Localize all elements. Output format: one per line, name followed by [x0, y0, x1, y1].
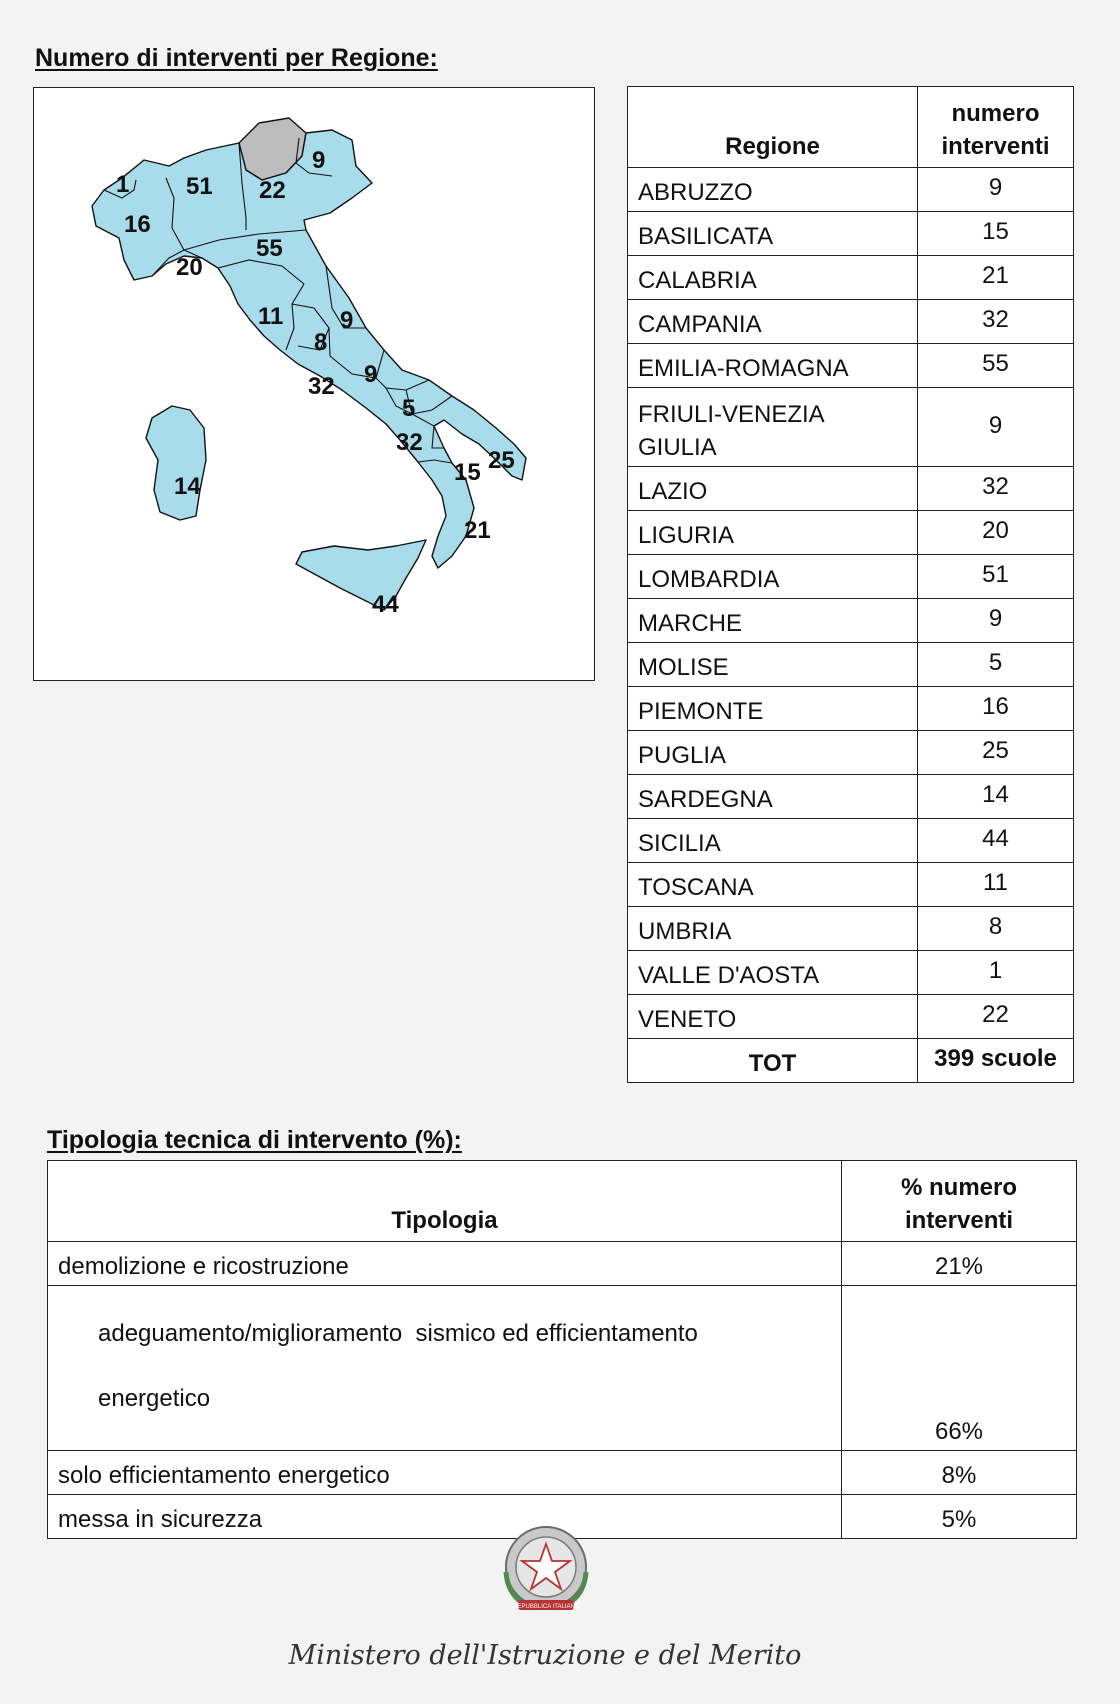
italy-map-svg: [34, 88, 594, 680]
table-row: [628, 731, 1074, 775]
region-value: 25: [918, 731, 1074, 775]
regions-section-title: Numero di interventi per Regione:: [35, 44, 438, 72]
type-value: 5%: [842, 1494, 1077, 1538]
region-value: 9: [918, 168, 1074, 212]
map-label-calabria: 21: [464, 517, 491, 544]
type-name: messa in sicurezza: [48, 1494, 842, 1538]
type-name: [48, 1286, 842, 1451]
type-value: 21%: [842, 1242, 1077, 1286]
map-label-abruzzo: 9: [364, 361, 378, 388]
region-value: 32: [918, 467, 1074, 511]
map-region-sicily: [296, 540, 426, 610]
region-name-line2: GIULIA: [638, 433, 717, 461]
region-name: PIEMONTE: [628, 687, 918, 731]
regions-table-header: [628, 87, 1074, 168]
type-value: 66%: [842, 1286, 1077, 1451]
region-value: 16: [918, 687, 1074, 731]
table-row: [628, 344, 1074, 388]
map-region-sardinia: [146, 406, 206, 520]
type-name: demolizione e ricostruzione: [48, 1242, 842, 1286]
table-row: [628, 256, 1074, 300]
type-value: 8%: [842, 1450, 1077, 1494]
region-value: 15: [918, 212, 1074, 256]
region-name: BASILICATA: [628, 212, 918, 256]
types-table: [47, 1160, 1077, 1539]
table-row: [628, 907, 1074, 951]
region-value: 1: [918, 951, 1074, 995]
table-row: [628, 687, 1074, 731]
region-value: 51: [918, 555, 1074, 599]
map-label-sardegna: 14: [174, 473, 201, 500]
regions-table: [627, 86, 1074, 1083]
region-value: 14: [918, 775, 1074, 819]
map-label-toscana: 11: [258, 303, 284, 330]
region-name: VALLE D'AOSTA: [628, 951, 918, 995]
region-value: 5: [918, 643, 1074, 687]
region-value: 9: [918, 388, 1074, 467]
type-name: solo efficientamento energetico: [48, 1450, 842, 1494]
region-value: 21: [918, 256, 1074, 300]
total-value: 399 scuole: [918, 1039, 1074, 1083]
table-row: [628, 775, 1074, 819]
region-name: CALABRIA: [628, 256, 918, 300]
region-name: EMILIA-ROMAGNA: [628, 344, 918, 388]
header-pct-line1: % numero: [900, 1174, 1017, 1202]
region-name: LIGURIA: [628, 511, 918, 555]
map-label-friuli: 9: [312, 147, 326, 174]
table-row: [628, 819, 1074, 863]
type-name-line1: adeguamento/miglioramento sismico ed efficientamento: [98, 1320, 698, 1348]
italy-map: [33, 87, 595, 681]
region-name: PUGLIA: [628, 731, 918, 775]
map-label-basilicata: 15: [454, 459, 481, 486]
region-value: 8: [918, 907, 1074, 951]
header-region: Regione: [628, 87, 918, 168]
types-section-title: Tipologia tecnica di intervento (%):: [47, 1126, 462, 1154]
region-name: TOSCANA: [628, 863, 918, 907]
types-table-header: [48, 1161, 1077, 1242]
emblem-text: REPUBBLICA ITALIANA: [513, 1604, 579, 1610]
map-label-puglia: 25: [488, 447, 515, 474]
region-value: 55: [918, 344, 1074, 388]
region-value: 9: [918, 599, 1074, 643]
region-name: [628, 388, 918, 467]
map-label-liguria: 20: [176, 254, 203, 281]
region-name: MOLISE: [628, 643, 918, 687]
ministry-name: Ministero dell'Istruzione e del Merito: [288, 1640, 802, 1671]
table-row: [628, 643, 1074, 687]
header-count: [918, 87, 1074, 168]
table-row: [628, 300, 1074, 344]
table-row: [48, 1242, 1077, 1286]
map-label-lombardia: 51: [186, 173, 213, 200]
region-value: 20: [918, 511, 1074, 555]
region-value: 11: [918, 863, 1074, 907]
map-label-sicilia: 44: [372, 591, 399, 618]
map-label-aosta: 1: [116, 171, 130, 198]
total-label: TOT: [628, 1039, 918, 1083]
table-row: [628, 995, 1074, 1039]
region-name: VENETO: [628, 995, 918, 1039]
map-label-emilia: 55: [256, 235, 283, 262]
republic-emblem-icon: [498, 1522, 594, 1623]
table-row: [48, 1286, 1077, 1451]
region-value: 22: [918, 995, 1074, 1039]
table-row: [628, 168, 1074, 212]
type-name-line2: energetico: [98, 1385, 211, 1413]
table-row: [628, 951, 1074, 995]
table-row: [628, 388, 1074, 467]
table-row: [628, 555, 1074, 599]
map-label-lazio: 32: [308, 373, 335, 400]
header-type: Tipologia: [48, 1161, 842, 1242]
map-label-piemonte: 16: [124, 211, 151, 238]
header-pct-line2: interventi: [904, 1206, 1014, 1234]
header-count-line2: interventi: [941, 132, 1050, 160]
total-row: [628, 1039, 1074, 1083]
map-label-umbria: 8: [314, 329, 328, 356]
region-name: ABRUZZO: [628, 168, 918, 212]
map-label-campania: 32: [396, 429, 423, 456]
table-row: [628, 212, 1074, 256]
map-label-molise: 5: [402, 395, 416, 422]
region-name: UMBRIA: [628, 907, 918, 951]
map-label-marche: 9: [340, 307, 354, 334]
map-label-veneto: 22: [259, 177, 286, 204]
table-row: [628, 863, 1074, 907]
region-name: MARCHE: [628, 599, 918, 643]
table-row: [628, 599, 1074, 643]
header-pct: [842, 1161, 1077, 1242]
region-name-line1: FRIULI-VENEZIA: [638, 401, 825, 429]
region-value: 44: [918, 819, 1074, 863]
region-name: CAMPANIA: [628, 300, 918, 344]
table-row: [628, 511, 1074, 555]
region-name: SICILIA: [628, 819, 918, 863]
region-name: LAZIO: [628, 467, 918, 511]
region-value: 32: [918, 300, 1074, 344]
table-row: [48, 1450, 1077, 1494]
table-row: [628, 467, 1074, 511]
region-name: SARDEGNA: [628, 775, 918, 819]
region-name: LOMBARDIA: [628, 555, 918, 599]
header-count-line1: numero: [951, 100, 1040, 128]
